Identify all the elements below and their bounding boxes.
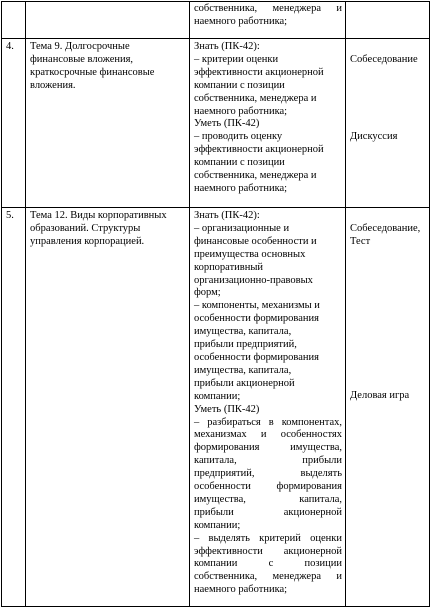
form-cell [346,208,430,607]
competence-line: собственника, менеджера и [194,571,342,583]
competence-line: компании; [194,390,241,402]
competence-line: имущества, капитала, [194,326,292,338]
table-row [2,2,430,39]
competence-table [1,1,430,607]
competence-line: наемного работника; [194,15,288,27]
competence-line: собственника, менеджера и [194,92,317,104]
competence-line: организационно-правовых [194,274,313,286]
topic-line: Тема 9. Долгосрочные [30,41,130,52]
competence-line: наемного работника; [194,182,288,194]
competence-line: – организационные и [194,222,290,234]
topic-line: управления корпорацией. [30,235,145,247]
competence-line: – критерии оценки [194,53,279,65]
assessment-form: Деловая игра [350,389,410,401]
competence-line: Знать (ПК-42): [194,210,260,221]
competence-line: Уметь (ПК-42) [194,403,260,415]
competence-line: – компоненты, механизмы и [194,300,320,312]
competence-line: прибыли предприятий, [194,339,297,351]
topic-line: краткосрочные финансовые [30,66,155,78]
competence-line: преимущества основных [194,248,306,260]
competence-line: наемного работника; [194,584,288,596]
row-number-cell [2,208,26,607]
assessment-form: Тест [350,235,371,247]
competence-line: – выделять критерий оценки [194,532,342,544]
form-cell [346,2,430,39]
competence-cell [190,39,346,208]
competence-line: компании с позиции [194,558,342,570]
row-number-cell [2,39,26,208]
competence-line: имущества, капитала, [194,364,292,376]
competence-line: форм; [194,287,221,299]
competence-line: компании с позиции [194,79,285,91]
competence-line: компании с позиции [194,157,285,169]
row-number: 5. [6,210,14,221]
competence-line: финансовые особенности и [194,235,317,247]
topic-line: вложения. [30,79,76,91]
competence-line: собственника, менеджера и [194,170,317,182]
competence-line: – проводить оценку [194,131,283,143]
competence-line: наемного работника; [194,105,288,117]
competence-line: прибыли акционерной [194,506,342,518]
competence-line: особенности формирования [194,481,342,493]
table-row [2,208,430,607]
competence-line: прибыли акционерной [194,377,295,389]
competence-line: – разбираться в компонентах, [194,416,342,428]
competence-line: компании; [194,519,241,531]
topic-line: образований. Структуры [30,222,141,234]
competence-cell [190,2,346,39]
competence-line: Уметь (ПК-42) [194,118,260,130]
assessment-form: Дискуссия [350,130,398,142]
row-number: 4. [6,41,14,52]
topic-cell [26,208,190,607]
topic-cell [26,2,190,39]
competence-line: имущества, капитала, [194,493,342,505]
competence-line: корпоративный [194,261,264,273]
competence-line: Знать (ПК-42): [194,41,260,52]
competence-line: эффективности акционерной [194,66,324,78]
topic-line: финансовые вложения, [30,53,134,65]
competence-line: особенности формирования [194,351,319,363]
assessment-form: Собеседование, [350,223,421,234]
topic-cell [26,39,190,208]
competence-line: механизмах и особенностях [194,429,342,441]
competence-line: эффективности акционерной [194,545,342,557]
competence-cell [190,208,346,607]
table-row [2,39,430,208]
competence-line: собственника, менеджера и [194,3,342,14]
competence-line: формирования имущества, [194,442,342,454]
competence-line: эффективности акционерной [194,144,324,156]
assessment-form: Собеседование [350,54,418,65]
row-number-cell [2,2,26,39]
competence-line: капитала, прибыли [194,455,342,467]
form-cell [346,39,430,208]
topic-line: Тема 12. Виды корпоративных [30,210,167,221]
competence-line: предприятий, выделять [194,468,342,480]
competence-line: особенности формирования [194,313,319,325]
